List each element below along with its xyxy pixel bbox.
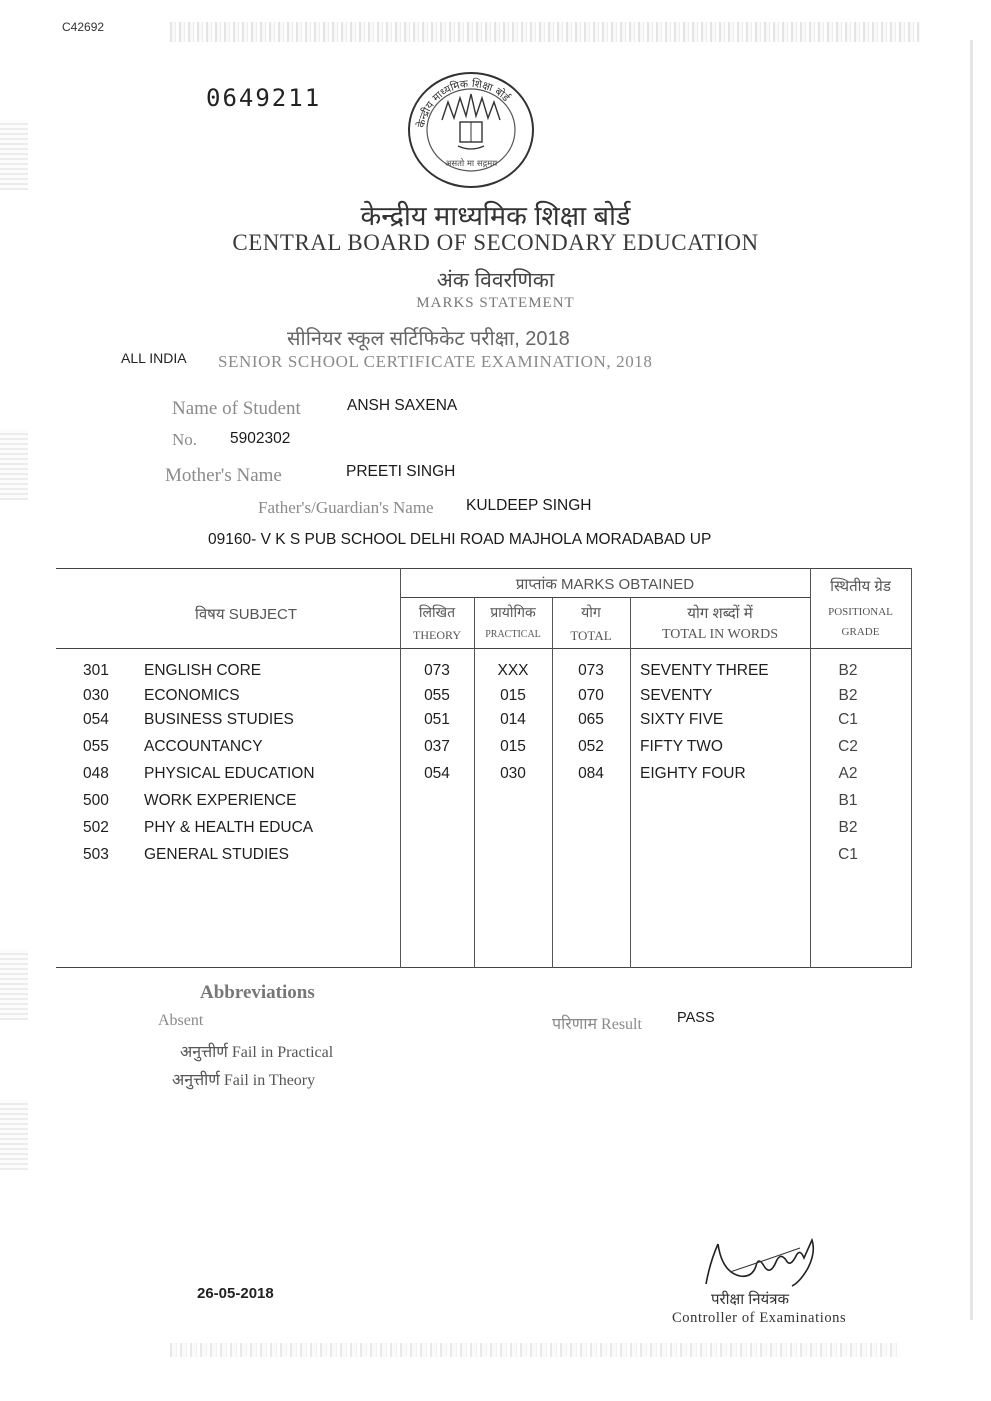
theory-header: THEORY [413, 628, 461, 642]
subject-name: ECONOMICS [144, 687, 240, 704]
statement-title-english: MARKS STATEMENT [416, 295, 575, 311]
svg-text:केन्द्रीय माध्यमिक शिक्षा बोर् [414, 77, 513, 129]
total-header: TOTAL [570, 628, 612, 643]
subject-name: GENERAL STUDIES [144, 846, 289, 863]
subject-code: 503 [83, 846, 109, 863]
student-name-label: Name of Student [172, 398, 301, 419]
scan-noise-left [0, 120, 28, 190]
region-label: ALL INDIA [121, 350, 187, 366]
subject-name: BUSINESS STUDIES [144, 711, 294, 728]
positional-grade: B2 [838, 662, 858, 679]
words-header-hindi: योग शब्दों में [687, 605, 753, 622]
seal-ring-text: केन्द्रीय माध्यमिक शिक्षा बोर्ड [415, 77, 512, 129]
total-marks: 084 [578, 765, 604, 782]
positional-grade: B2 [838, 819, 858, 836]
subject-code: 048 [83, 765, 109, 782]
total-marks: 065 [578, 711, 604, 728]
practical-marks: 030 [500, 765, 526, 782]
grade-header-line2: GRADE [841, 626, 880, 638]
positional-grade: C1 [838, 711, 858, 728]
subject-name: PHYSICAL EDUCATION [144, 765, 315, 782]
theory-marks: 037 [424, 738, 450, 755]
total-marks: 070 [578, 687, 604, 704]
theory-header-hindi: लिखित [418, 604, 456, 620]
father-name-label: Father's/Guardian's Name [258, 498, 434, 517]
positional-grade: C1 [838, 846, 858, 863]
exam-title-english: SENIOR SCHOOL CERTIFICATE EXAMINATION, 2018 [218, 352, 653, 371]
theory-marks: 054 [424, 765, 450, 782]
board-title-hindi: केन्द्रीय माध्यमिक शिक्षा बोर्ड [360, 201, 631, 231]
serial-number: 0649211 [206, 84, 322, 112]
subject-code: 502 [83, 819, 109, 836]
total-in-words: SEVENTY THREE [640, 662, 769, 679]
theory-marks: 051 [424, 711, 450, 728]
subject-code: 030 [83, 687, 109, 704]
total-header-hindi: योग [581, 604, 601, 620]
student-name-value: ANSH SAXENA [347, 397, 458, 414]
document-code: C42692 [62, 20, 105, 34]
subject-code: 054 [83, 711, 109, 728]
subject-name: ENGLISH CORE [144, 662, 262, 679]
abbreviation-absent: Absent [158, 1012, 204, 1029]
marks-obtained-header: प्राप्तांक MARKS OBTAINED [515, 576, 695, 593]
result-label: परिणाम Result [552, 1016, 642, 1033]
issue-date: 26-05-2018 [197, 1285, 274, 1302]
mother-name-label: Mother's Name [165, 465, 282, 486]
practical-marks: 015 [500, 687, 526, 704]
result-value: PASS [677, 1010, 715, 1026]
scan-noise-left [0, 1100, 28, 1170]
controller-signature-icon [700, 1232, 824, 1288]
school-name-value: 09160- V K S PUB SCHOOL DELHI ROAD MAJHOLA MORADABAD UP [208, 531, 712, 548]
subject-name: ACCOUNTANCY [144, 738, 263, 755]
practical-header: PRACTICAL [485, 629, 541, 640]
abbreviation-fail-practical: अनुत्तीर्ण Fail in Practical [180, 1044, 334, 1061]
theory-marks: 055 [424, 687, 450, 704]
cbse-seal-icon [402, 68, 540, 192]
positional-grade: C2 [838, 738, 858, 755]
roll-number-value: 5902302 [230, 430, 291, 447]
total-in-words: SEVENTY [640, 687, 713, 704]
subject-name: PHY & HEALTH EDUCA [144, 819, 314, 836]
roll-number-label: No. [172, 430, 198, 449]
grade-header-hindi: स्थितीय ग्रेड [830, 578, 891, 595]
total-marks: 052 [578, 738, 604, 755]
controller-title-english: Controller of Examinations [672, 1310, 847, 1326]
mother-name-value: PREETI SINGH [346, 463, 456, 480]
positional-grade: B2 [838, 687, 858, 704]
board-title-english: CENTRAL BOARD OF SECONDARY EDUCATION [232, 230, 759, 255]
total-marks: 073 [578, 662, 604, 679]
subject-column-header: विषय SUBJECT [194, 606, 298, 623]
seal-motto: असतो मा सद्गमय [444, 159, 498, 169]
subject-code: 301 [83, 662, 109, 679]
theory-marks: 073 [424, 662, 450, 679]
scan-noise-left [0, 950, 28, 1020]
abbreviations-title: Abbreviations [200, 982, 315, 1003]
total-in-words: SIXTY FIVE [640, 711, 724, 728]
abbreviation-fail-theory: अनुत्तीर्ण Fail in Theory [172, 1072, 316, 1089]
father-name-value: KULDEEP SINGH [466, 497, 592, 514]
subject-code: 500 [83, 792, 109, 809]
positional-grade: B1 [838, 792, 858, 809]
practical-marks: 015 [500, 738, 526, 755]
marks-table [56, 568, 911, 968]
total-in-words: EIGHTY FOUR [640, 765, 746, 782]
statement-title-hindi: अंक विवरणिका [436, 269, 555, 292]
scan-noise-top [170, 22, 920, 42]
scan-noise-bottom [170, 1343, 900, 1357]
words-header: TOTAL IN WORDS [661, 627, 779, 642]
total-in-words: FIFTY TWO [640, 738, 723, 755]
practical-header-hindi: प्रायोगिक [490, 604, 536, 620]
practical-marks: 014 [500, 711, 526, 728]
positional-grade: A2 [838, 765, 858, 782]
practical-marks: XXX [497, 662, 529, 679]
scan-noise-left [0, 430, 28, 500]
controller-title-hindi: परीक्षा नियंत्रक [711, 1291, 790, 1308]
subject-name: WORK EXPERIENCE [144, 792, 297, 809]
grade-header: POSITIONAL [828, 606, 893, 618]
exam-title-hindi: सीनियर स्कूल सर्टिफिकेट परीक्षा, 2018 [287, 328, 570, 350]
subject-code: 055 [83, 738, 109, 755]
